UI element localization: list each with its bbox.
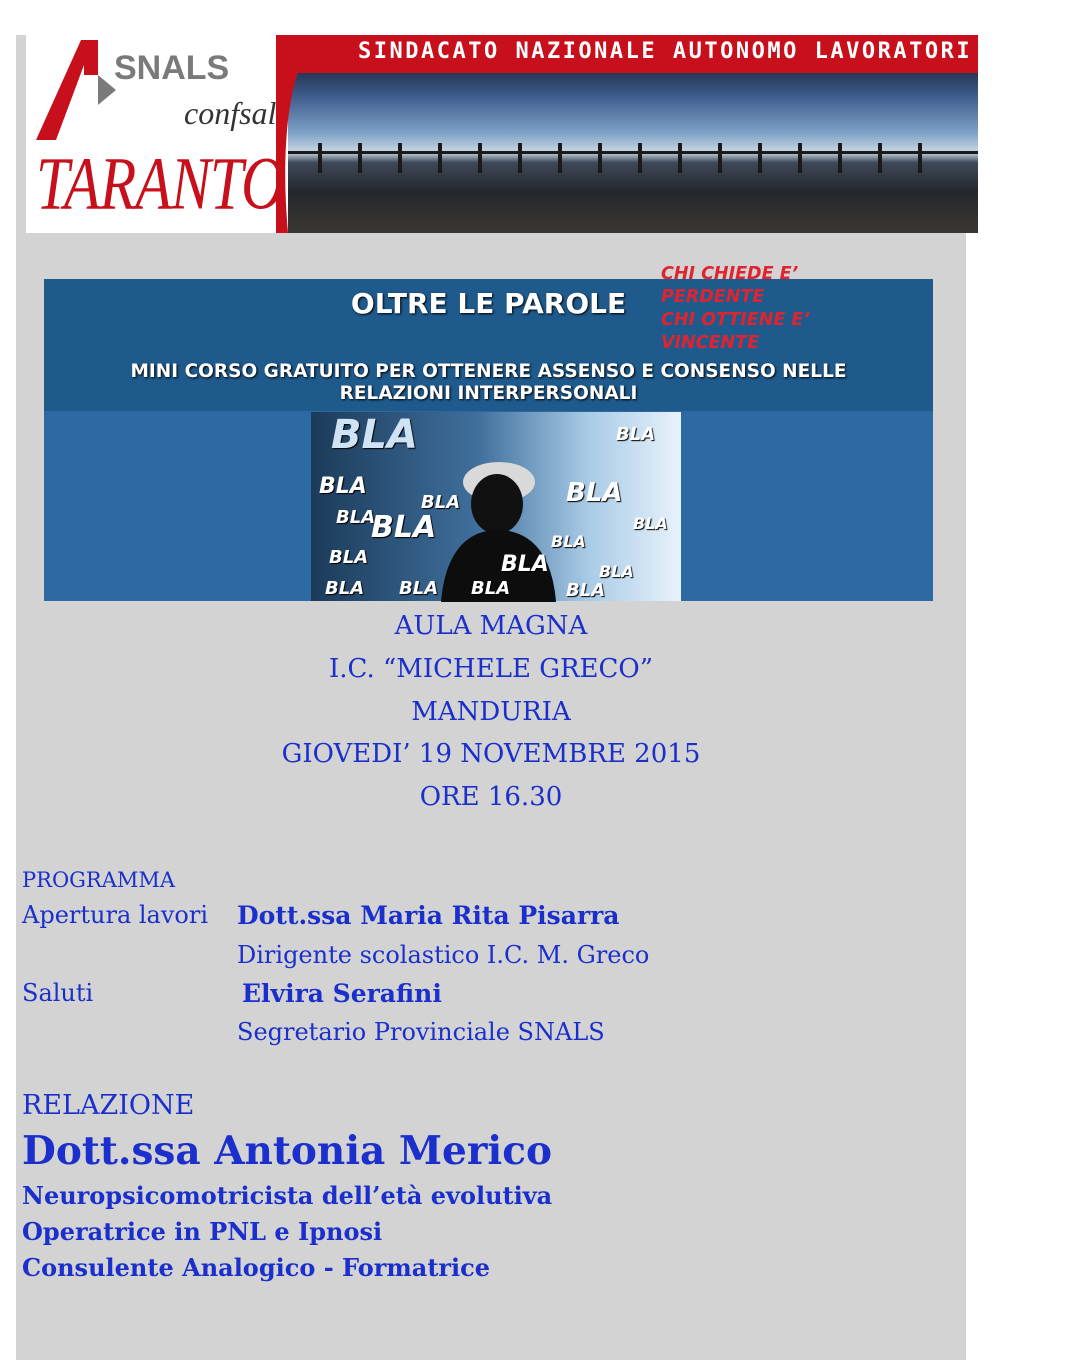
bla-word: BLA	[566, 478, 623, 508]
logo-confsal: confsal	[184, 95, 277, 131]
greetings-role: Segretario Provinciale SNALS	[237, 1018, 605, 1046]
talk-heading: RELAZIONE	[22, 1090, 195, 1121]
course-subtitle	[44, 361, 933, 405]
railing-decoration	[288, 143, 978, 173]
opening-role: Dirigente scolastico I.C. M. Greco	[237, 941, 650, 969]
bla-word: BLA	[421, 492, 461, 513]
course-subtitle-line1: MINI CORSO GRATUITO PER OTTENERE ASSENSO E CONSENSO NELLE	[130, 361, 847, 382]
venue-hall: AULA MAGNA	[394, 611, 588, 641]
motto-line: CHI CHIEDE E’	[661, 264, 799, 284]
opening-speaker: Dott.ssa Maria Rita Pisarra	[237, 901, 620, 930]
speaker-role-3: Consulente Analogico - Formatrice	[22, 1253, 491, 1282]
bla-word: BLA	[566, 580, 606, 601]
speaker-role-1: Neuropsicomotricista dell’età evolutiva	[22, 1181, 553, 1210]
venue-school: I.C. “MICHELE GRECO”	[328, 654, 654, 684]
bla-illustration	[311, 412, 681, 601]
bla-word: BLA	[471, 578, 511, 599]
greetings-label: Saluti	[22, 979, 94, 1007]
bla-word: BLA	[331, 412, 418, 458]
program-heading: PROGRAMMA	[22, 868, 176, 892]
bla-word: BLA	[336, 507, 376, 528]
course-title: OLTRE LE PAROLE	[350, 287, 627, 320]
bla-word: BLA	[616, 424, 656, 445]
course-subtitle-line2: RELAZIONI INTERPERSONALI	[339, 383, 638, 404]
snals-logo	[26, 35, 288, 233]
flyer-page	[16, 35, 1082, 1360]
bla-word: BLA	[501, 552, 549, 577]
opening-label: Apertura lavori	[22, 901, 209, 929]
bla-word: BLA	[325, 578, 365, 599]
bla-word: BLA	[633, 514, 668, 533]
event-date: GIOVEDI’ 19 NOVEMBRE 2015	[281, 739, 701, 769]
course-motto	[661, 263, 810, 355]
logo-wordmark: SNALS	[114, 49, 230, 87]
logo-city: TARANTO	[36, 142, 284, 225]
union-slogan: SINDACATO NAZIONALE AUTONOMO LAVORATORI SCUOLA	[358, 39, 1082, 64]
bla-word: BLA	[319, 474, 367, 499]
venue-city: MANDURIA	[411, 697, 571, 727]
bla-word: BLA	[371, 510, 437, 545]
greetings-speaker: Elvira Serafini	[242, 979, 442, 1008]
speaker-role-2: Operatrice in PNL e Ipnosi	[22, 1217, 383, 1246]
header-banner	[26, 35, 1082, 233]
talk-speaker: Dott.ssa Antonia Merico	[22, 1128, 552, 1174]
motto-line: PERDENTE	[661, 287, 765, 307]
bla-word: BLA	[399, 578, 439, 599]
bla-word: BLA	[551, 532, 586, 551]
logo-arrow-icon	[26, 35, 126, 145]
bla-word: BLA	[599, 562, 634, 581]
motto-line: VINCENTE	[661, 333, 760, 353]
motto-line: CHI OTTIENE E’	[661, 310, 811, 330]
bla-word: BLA	[329, 547, 369, 568]
event-time: ORE 16.30	[419, 782, 563, 812]
